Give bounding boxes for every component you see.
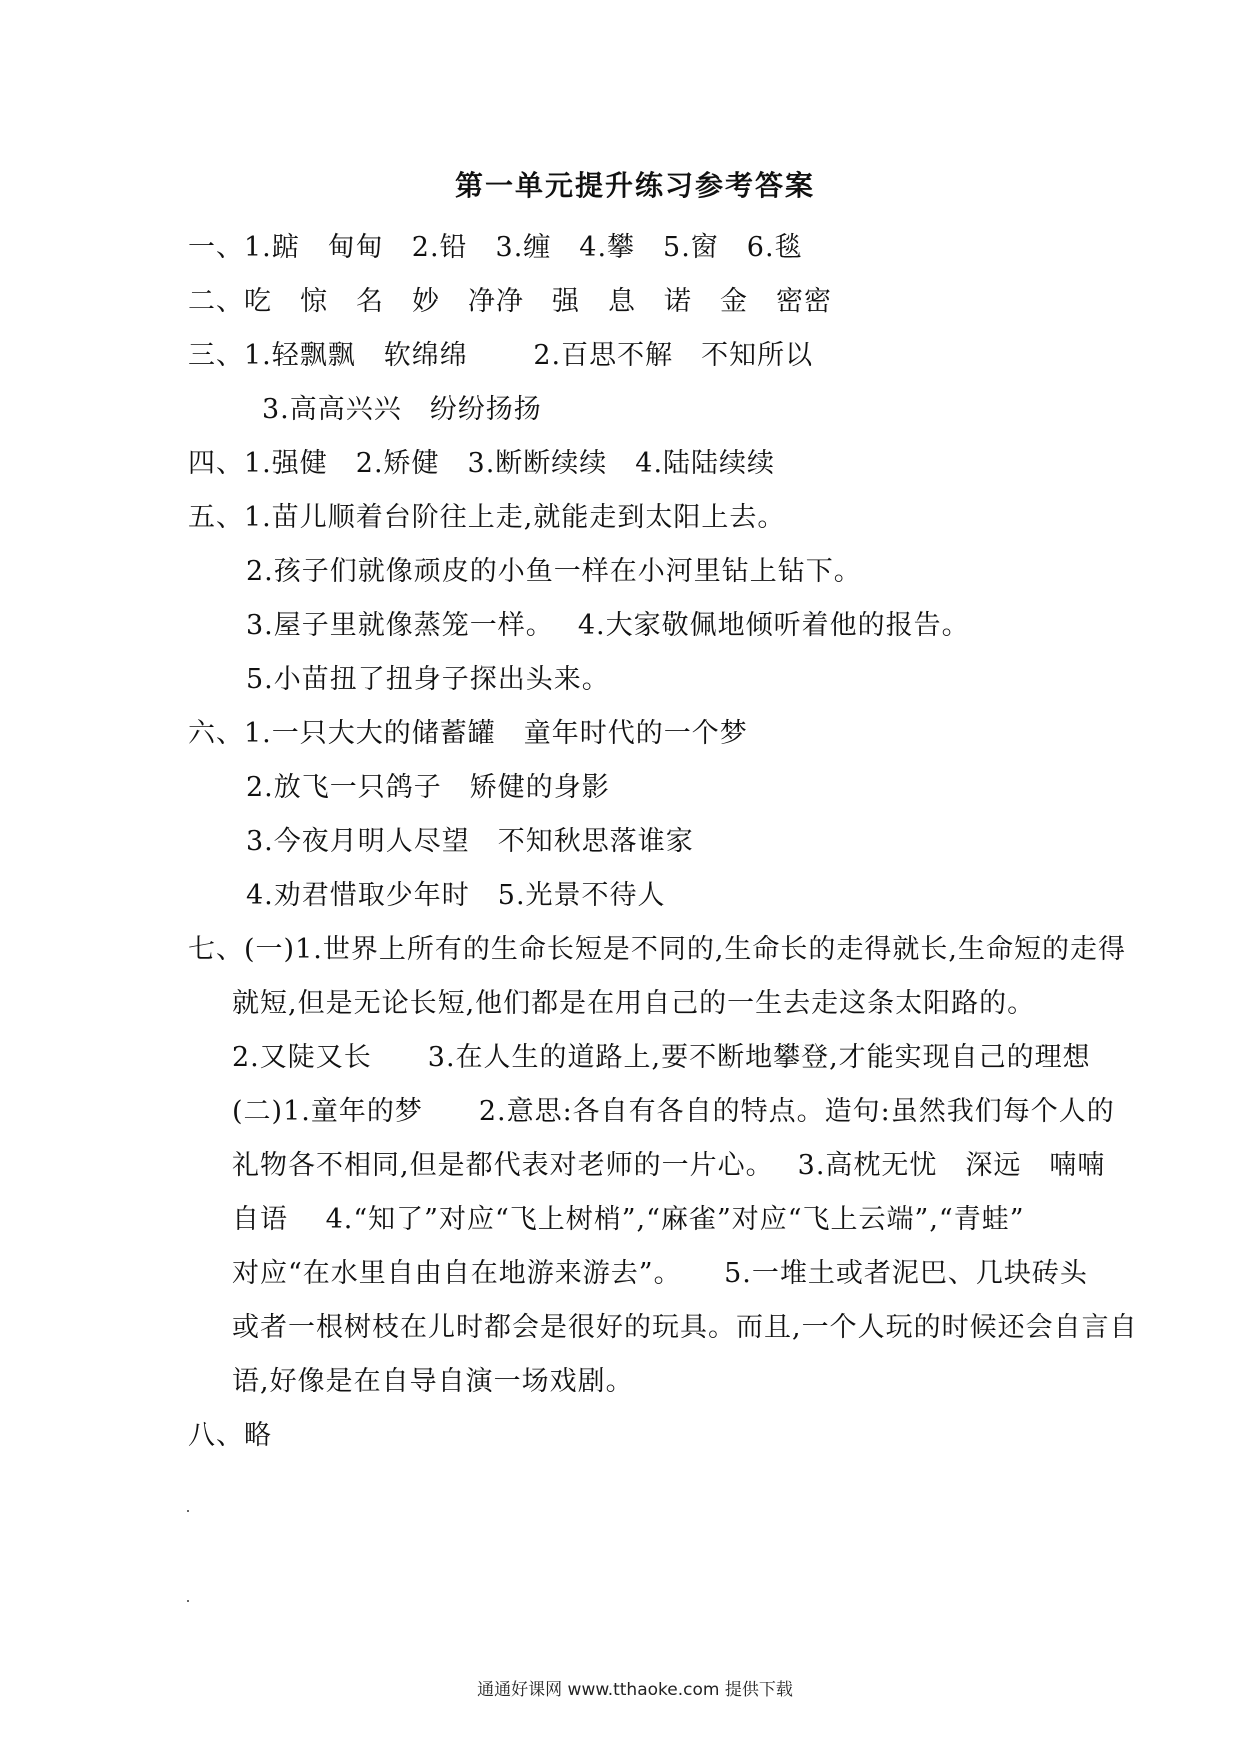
answer-line-6: 五、1.苗儿顺着台阶往上走,就能走到太阳上去。 <box>188 502 786 533</box>
footer-source: 通通好课网 www.tthaoke.com 提供下载 <box>477 1680 793 1700</box>
answer-line-15: 就短,但是无论长短,他们都是在用自己的一生去走这条太阳路的。 <box>232 988 1036 1019</box>
scan-speck <box>187 1600 189 1602</box>
answer-line-12: 3.今夜月明人尽望 不知秋思落谁家 <box>246 826 694 857</box>
answer-line-18: 礼物各不相同,但是都代表对老师的一片心。 3.高枕无忧 深远 喃喃 <box>232 1150 1106 1181</box>
answer-line-16: 2.又陡又长 3.在人生的道路上,要不断地攀登,才能实现自己的理想 <box>232 1042 1091 1073</box>
answer-line-9: 5.小苗扭了扭身子探出头来。 <box>246 664 610 695</box>
answer-line-2: 二、吃 惊 名 妙 净净 强 息 诺 金 密密 <box>188 286 832 317</box>
answer-line-1: 一、1.踮 甸甸 2.铅 3.缠 4.攀 5.窗 6.毯 <box>188 232 803 263</box>
answer-line-3: 三、1.轻飘飘 软绵绵 2.百思不解 不知所以 <box>188 340 814 371</box>
answer-line-21: 或者一根树枝在儿时都会是很好的玩具。而且,一个人玩的时候还会自言自 <box>232 1312 1138 1343</box>
answer-line-23: 八、略 <box>188 1420 272 1451</box>
answer-line-10: 六、1.一只大大的储蓄罐 童年时代的一个梦 <box>188 718 748 749</box>
answer-line-22: 语,好像是在自导自演一场戏剧。 <box>232 1366 634 1397</box>
answer-line-11: 2.放飞一只鸽子 矫健的身影 <box>246 772 610 803</box>
answer-line-4: 3.高高兴兴 纷纷扬扬 <box>262 394 542 425</box>
answer-line-19: 自语 4.“知了”对应“飞上树梢”,“麻雀”对应“飞上云端”,“青蛙” <box>232 1204 1025 1235</box>
scan-speck <box>187 1510 189 1512</box>
answer-line-17: (二)1.童年的梦 2.意思:各自有各自的特点。造句:虽然我们每个人的 <box>232 1096 1115 1127</box>
answer-line-5: 四、1.强健 2.矫健 3.断断续续 4.陆陆续续 <box>188 448 776 479</box>
answer-line-8: 3.屋子里就像蒸笼一样。 4.大家敬佩地倾听着他的报告。 <box>246 610 970 641</box>
answer-line-20: 对应“在水里自由自在地游来游去”。 5.一堆土或者泥巴、几块砖头 <box>232 1258 1088 1289</box>
answer-line-13: 4.劝君惜取少年时 5.光景不待人 <box>246 880 666 911</box>
answer-line-7: 2.孩子们就像顽皮的小鱼一样在小河里钻上钻下。 <box>246 556 862 587</box>
answer-line-14: 七、(一)1.世界上所有的生命长短是不同的,生命长的走得就长,生命短的走得 <box>188 934 1126 965</box>
page-title: 第一单元提升练习参考答案 <box>454 169 815 202</box>
